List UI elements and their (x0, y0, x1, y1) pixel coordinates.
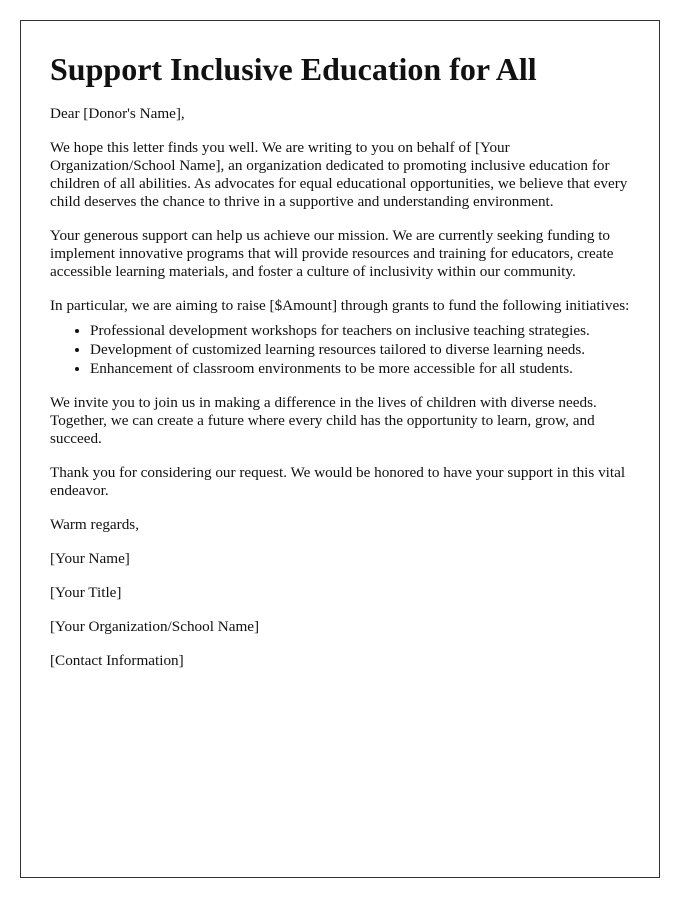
list-item: • Enhancement of classroom environments to be more accessible for all students. (90, 359, 630, 378)
signer-contact: [Contact Information] (50, 652, 184, 669)
thanks-paragraph: Thank you for considering our request. We would be honored to have your support in this vital endeavor. (50, 464, 626, 499)
signer-organization: [Your Organization/School Name] (50, 618, 260, 635)
mission-paragraph: Your generous support can help us achieve our mission. We are currently seeking funding to implement innovative programs that will provide resources and training for educators, create accessible learning materials, and foster a culture of inclusivity within our community. (50, 227, 614, 280)
signer-name: [Your Name] (50, 550, 130, 567)
salutation: Dear [Donor's Name], (50, 105, 185, 122)
list-item: • Development of customized learning resources tailored to diverse learning needs. (90, 340, 630, 359)
closing-line: Warm regards, (50, 516, 140, 533)
signer-title: [Your Title] (50, 584, 122, 601)
funding-paragraph: In particular, we are aiming to raise [$Amount] through grants to fund the following initiatives: (50, 297, 630, 314)
letter-container (20, 20, 660, 878)
list-item: • Professional development workshops for teachers on inclusive teaching strategies. (90, 321, 630, 340)
intro-paragraph: We hope this letter finds you well. We are writing to you on behalf of [Your Organization/School Name], an organization dedicated to promoting inclusive education for children of all abilities. As advocates for equal educational opportunities, we believe that every child deserves the chance to thrive in a supportive and understanding environment. (50, 139, 628, 210)
letter-title: Support Inclusive Education for All (50, 51, 537, 87)
initiatives-list (50, 321, 630, 378)
invitation-paragraph: We invite you to join us in making a difference in the lives of children with diverse needs. Together, we can create a future where every child has the opportunity to learn, grow, and succeed. (50, 394, 597, 447)
